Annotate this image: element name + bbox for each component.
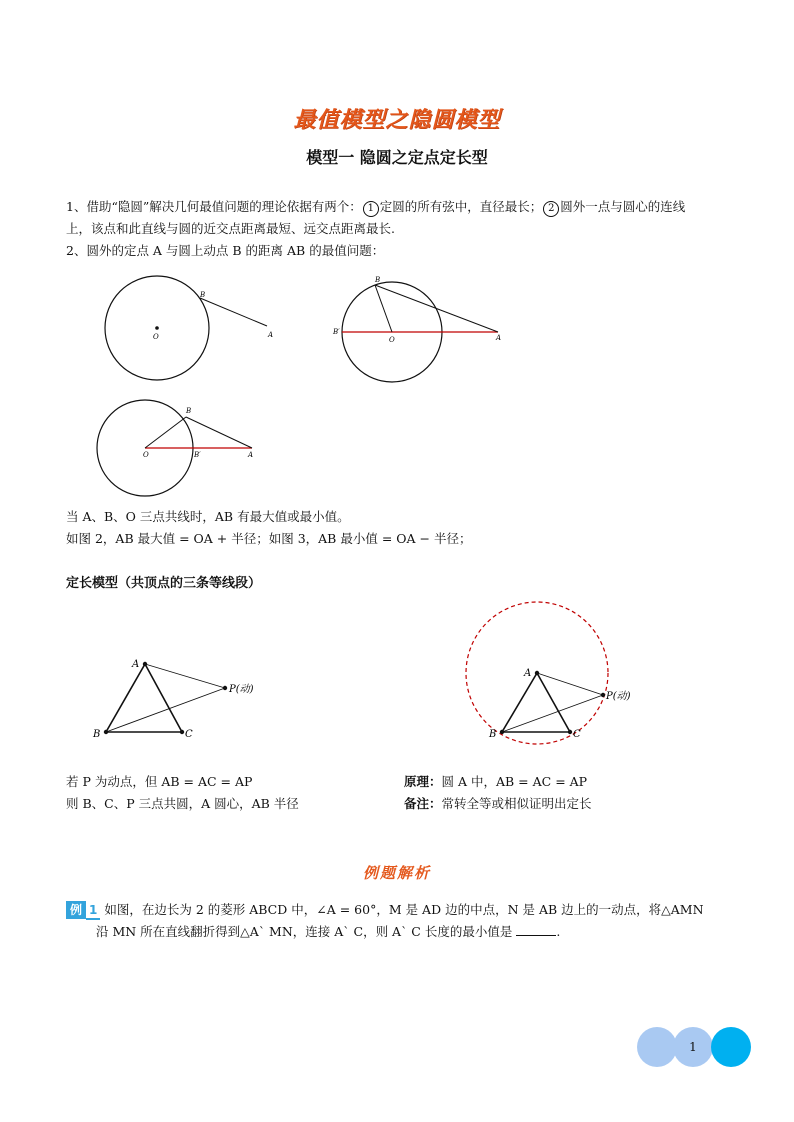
intro-line-1: 1、借助“隐圆”解决几何最值问题的理论依据有两个： 1 定圆的所有弦中，直径最长； 2 圆外一点与圆心的连线 (66, 196, 746, 218)
figure-2-radius-OB (375, 285, 392, 332)
note-left-1: 若 P 为动点，但 AB = AC = AP (66, 774, 253, 789)
page-number-decor-circle-left (637, 1027, 677, 1067)
figure-4-segment-BP (106, 688, 225, 732)
figure-5-point-C (568, 730, 572, 734)
figure-5-circle-principle (460, 595, 650, 755)
example-1-line-2: 沿 MN 所在直线翻折得到△A` MN，连接 A` C，则 A` C 长度的最小值是 . (96, 924, 561, 939)
model-heading: 定长模型（共顶点的三条等线段） (66, 576, 262, 591)
figure-4-point-B (104, 730, 108, 734)
figure-5-point-B (500, 730, 504, 734)
figure-4-label-B: B (93, 729, 101, 740)
intro-line-3: 2、圆外的定点 A 与圆上动点 B 的距离 AB 的最值问题： (66, 243, 385, 258)
figure-4-fixed-length-triangle (90, 650, 280, 750)
figure-1-segment-AB (200, 298, 267, 326)
figure-4-label-P: P(动) (229, 684, 254, 695)
figure-5-label-B: B (489, 729, 497, 740)
figure-4-label-A: A (132, 659, 140, 670)
figure-3-radius-OB (145, 417, 186, 448)
figure-3-label-O: O (143, 451, 149, 459)
circled-number-1: 1 (363, 201, 379, 217)
example-1 (66, 899, 756, 921)
figure-3-label-B: B (186, 407, 192, 415)
figure-3-label-A: A (248, 451, 254, 459)
figure-1-label-O: O (153, 333, 159, 341)
answer-blank (516, 923, 556, 936)
figure-2-label-A: A (496, 334, 502, 342)
figure-2-label-O: O (389, 336, 395, 344)
figure-2-max-distance (330, 270, 530, 390)
figure-4-point-A (143, 662, 147, 666)
example-line-1: 如图，在边长为 2 的菱形 ABCD 中，∠A = 60°，M 是 AD 边的中点，N 是 AB 边上的一动点，将△AMN (104, 902, 704, 917)
figure-4-point-P (223, 686, 227, 690)
figure-1-label-A: A (268, 331, 274, 339)
page-subtitle: 模型一 隐圆之定点定长型 (306, 148, 488, 167)
figure-4-segment-AC (145, 664, 182, 732)
figure-5-segment-AB (502, 673, 537, 732)
intro-line-2: 上，该点和此直线与圆的近交点距离最短、远交点距离最长. (66, 221, 395, 236)
page-number: 1 (673, 1027, 713, 1067)
figure-3-segment-AB (186, 417, 252, 448)
figure-4-point-C (180, 730, 184, 734)
figure-5-label-A: A (524, 668, 532, 679)
figure-2-segment-AB (375, 285, 498, 332)
figure-2-label-Bprime: B′ (333, 328, 340, 336)
figure-3-label-Bprime: B′ (194, 451, 201, 459)
example-number: 1 (86, 902, 100, 920)
figure-1-circle-external-point (95, 270, 295, 390)
figure-5-label-P: P(动) (606, 691, 631, 702)
figure-4-segment-AB (106, 664, 145, 732)
figure-1-center-dot (155, 326, 159, 330)
note-right-1: 原理：圆 A 中，AB = AC = AP (404, 774, 588, 789)
figure-5-segment-AC (537, 673, 570, 732)
page-number-decor-circle-right (711, 1027, 751, 1067)
note-right-2: 备注：常转全等或相似证明出定长 (404, 796, 592, 811)
figure-2-label-B: B (375, 276, 381, 284)
figure-5-label-C: C (573, 729, 581, 740)
figure-5-point-P (601, 693, 605, 697)
circled-number-2: 2 (543, 201, 559, 217)
figure-5-point-A (535, 671, 539, 675)
conclusion-line-1: 当 A、B、O 三点共线时，AB 有最大值或最小值。 (66, 509, 350, 524)
example-badge: 例 (66, 901, 86, 919)
figure-4-label-C: C (185, 729, 193, 740)
figure-3-min-distance (90, 395, 280, 505)
conclusion-line-2: 如图 2，AB 最大值 = OA + 半径；如图 3，AB 最小值 = OA − 半径； (66, 531, 472, 546)
note-left-2: 则 B、C、P 三点共圆，A 圆心，AB 半径 (66, 796, 299, 811)
figure-1-label-B: B (200, 291, 206, 299)
section-heading-examples: 例题解析 (362, 864, 431, 882)
page-title: 最值模型之隐圆模型 (293, 107, 501, 133)
